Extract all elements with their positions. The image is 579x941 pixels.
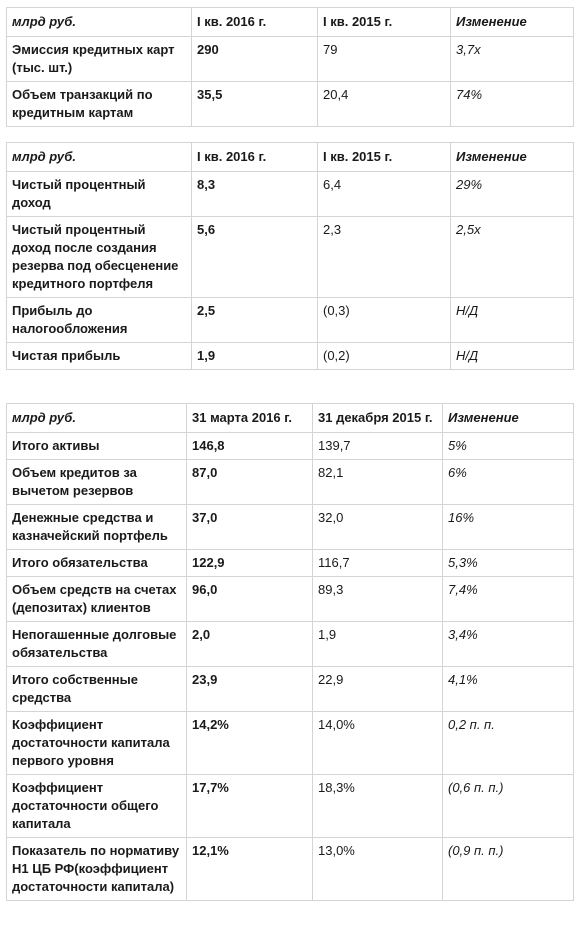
header-change: Изменение	[443, 404, 574, 433]
row-label: Показатель по нормативу Н1 ЦБ РФ(коэффициент достаточности капитала)	[7, 838, 187, 901]
header-change: Изменение	[451, 8, 574, 37]
value-change: (0,9 п. п.)	[443, 838, 574, 901]
value-previous: 82,1	[313, 460, 443, 505]
table-row	[7, 172, 574, 217]
value-previous: 20,4	[318, 82, 451, 127]
row-label: Итого обязательства	[7, 550, 187, 577]
value-current: 290	[192, 37, 318, 82]
value-change: 16%	[443, 505, 574, 550]
table-row	[7, 433, 574, 460]
table-header-row	[7, 404, 574, 433]
value-previous: 1,9	[313, 622, 443, 667]
value-previous: (0,3)	[318, 298, 451, 343]
value-current: 12,1%	[187, 838, 313, 901]
table-header-row	[7, 8, 574, 37]
value-change: 3,7x	[451, 37, 574, 82]
header-date-current: 31 марта 2016 г.	[187, 404, 313, 433]
header-change: Изменение	[451, 143, 574, 172]
income-table	[6, 142, 574, 370]
table-row	[7, 622, 574, 667]
value-current: 2,5	[192, 298, 318, 343]
row-label: Чистый процентный доход	[7, 172, 192, 217]
table-row	[7, 505, 574, 550]
header-period-previous: I кв. 2015 г.	[318, 143, 451, 172]
credit-cards-table	[6, 7, 574, 127]
value-current: 5,6	[192, 217, 318, 298]
table-row	[7, 37, 574, 82]
value-current: 87,0	[187, 460, 313, 505]
row-label: Объем средств на счетах (депозитах) клиентов	[7, 577, 187, 622]
table-row	[7, 838, 574, 901]
header-unit: млрд руб.	[7, 143, 192, 172]
table-row	[7, 298, 574, 343]
table-row	[7, 82, 574, 127]
value-change: 3,4%	[443, 622, 574, 667]
header-period-previous: I кв. 2015 г.	[318, 8, 451, 37]
row-label: Непогашенные долговые обязательства	[7, 622, 187, 667]
value-previous: 2,3	[318, 217, 451, 298]
value-previous: 116,7	[313, 550, 443, 577]
value-current: 146,8	[187, 433, 313, 460]
header-period-current: I кв. 2016 г.	[192, 8, 318, 37]
value-previous: 22,9	[313, 667, 443, 712]
row-label: Итого собственные средства	[7, 667, 187, 712]
row-label: Чистая прибыль	[7, 343, 192, 370]
table-row	[7, 460, 574, 505]
row-label: Денежные средства и казначейский портфель	[7, 505, 187, 550]
table-row	[7, 577, 574, 622]
header-unit: млрд руб.	[7, 404, 187, 433]
value-previous: 89,3	[313, 577, 443, 622]
table-row	[7, 667, 574, 712]
value-previous: 32,0	[313, 505, 443, 550]
header-unit: млрд руб.	[7, 8, 192, 37]
balance-sheet-table	[6, 403, 574, 901]
value-previous: (0,2)	[318, 343, 451, 370]
table-row	[7, 775, 574, 838]
value-current: 14,2%	[187, 712, 313, 775]
value-change: 6%	[443, 460, 574, 505]
value-current: 8,3	[192, 172, 318, 217]
value-current: 23,9	[187, 667, 313, 712]
row-label: Чистый процентный доход после создания резерва под обесценение кредитного портфеля	[7, 217, 192, 298]
value-previous: 6,4	[318, 172, 451, 217]
row-label: Прибыль до налогообложения	[7, 298, 192, 343]
value-current: 17,7%	[187, 775, 313, 838]
value-change: Н/Д	[451, 298, 574, 343]
header-period-current: I кв. 2016 г.	[192, 143, 318, 172]
value-previous: 18,3%	[313, 775, 443, 838]
value-current: 122,9	[187, 550, 313, 577]
table-row	[7, 217, 574, 298]
header-date-previous: 31 декабря 2015 г.	[313, 404, 443, 433]
value-previous: 14,0%	[313, 712, 443, 775]
table-row	[7, 712, 574, 775]
value-current: 2,0	[187, 622, 313, 667]
row-label: Объем кредитов за вычетом резервов	[7, 460, 187, 505]
row-label: Итого активы	[7, 433, 187, 460]
row-label: Коэффициент достаточности капитала первого уровня	[7, 712, 187, 775]
row-label: Эмиссия кредитных карт (тыс. шт.)	[7, 37, 192, 82]
value-previous: 13,0%	[313, 838, 443, 901]
value-change: Н/Д	[451, 343, 574, 370]
value-change: 5%	[443, 433, 574, 460]
table-row	[7, 343, 574, 370]
value-change: 4,1%	[443, 667, 574, 712]
value-change: 0,2 п. п.	[443, 712, 574, 775]
value-current: 1,9	[192, 343, 318, 370]
value-change: 2,5x	[451, 217, 574, 298]
value-previous: 79	[318, 37, 451, 82]
value-current: 96,0	[187, 577, 313, 622]
value-previous: 139,7	[313, 433, 443, 460]
value-change: 29%	[451, 172, 574, 217]
value-change: (0,6 п. п.)	[443, 775, 574, 838]
value-change: 74%	[451, 82, 574, 127]
value-current: 35,5	[192, 82, 318, 127]
value-change: 5,3%	[443, 550, 574, 577]
row-label: Коэффициент достаточности общего капитала	[7, 775, 187, 838]
table-header-row	[7, 143, 574, 172]
value-current: 37,0	[187, 505, 313, 550]
table-row	[7, 550, 574, 577]
value-change: 7,4%	[443, 577, 574, 622]
row-label: Объем транзакций по кредитным картам	[7, 82, 192, 127]
